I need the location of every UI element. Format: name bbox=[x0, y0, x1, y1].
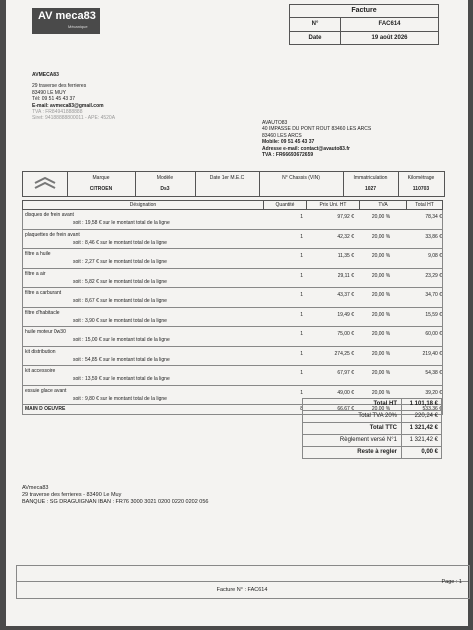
logo-title: AV meca83 bbox=[38, 10, 96, 22]
item-qty: 1 bbox=[300, 214, 303, 220]
labour-name: MAIN D OEUVRE bbox=[25, 406, 66, 412]
vehicle-col-km: Kilométrage 110703 bbox=[407, 175, 435, 192]
item-unit-price: 43,37 € bbox=[337, 292, 354, 298]
item-name: kit accessoire bbox=[25, 368, 56, 374]
item-tva: 20,00 % bbox=[371, 292, 391, 298]
seller-tel: Tél: 09 51 45 43 37 bbox=[32, 96, 76, 103]
item-subtotal-note: soit : 19,58 € sur le montant total de la ligne bbox=[73, 220, 170, 226]
item-subtotal-note: soit : 8,46 € sur le montant total de la ligne bbox=[73, 239, 167, 246]
item-name: filtre a huile bbox=[25, 251, 51, 257]
header-prix: Prix Uni. HT bbox=[307, 201, 360, 209]
item-total: 39,20 € bbox=[425, 389, 442, 396]
items-header bbox=[22, 200, 443, 210]
client-mobile: Mobile: 09 51 45 43 37 bbox=[262, 139, 315, 146]
vehicle-col-chassis: N° Chassis (VIN) bbox=[259, 172, 344, 196]
item-subtotal-note: soit : 3,90 € sur le montant total de la ligne bbox=[73, 317, 167, 324]
item-total: 219,40 € bbox=[422, 350, 442, 357]
footer-page-number: Page : 1 bbox=[441, 579, 462, 585]
item-name: kit distribution bbox=[25, 348, 56, 355]
vehicle-table bbox=[22, 171, 445, 197]
table-row bbox=[22, 269, 443, 289]
vehicle-col-immat: Immatriculation 1027 bbox=[343, 172, 399, 196]
items-table bbox=[22, 200, 443, 415]
logo-subtitle: Mécanique bbox=[68, 24, 88, 29]
item-total: 34,70 € bbox=[425, 292, 442, 298]
item-subtotal-note: soit : 5,82 € sur le montant total de la ligne bbox=[73, 278, 167, 285]
header-quantite: Quantité bbox=[264, 201, 307, 209]
item-tva: 20,00 % bbox=[371, 272, 391, 279]
footer-bar bbox=[16, 581, 468, 598]
header-designation: Désignation bbox=[23, 201, 264, 209]
item-name: filtre d'habitacle bbox=[25, 309, 60, 316]
invoice-paper bbox=[6, 0, 468, 626]
table-row bbox=[22, 366, 443, 386]
item-tva: 20,00 % bbox=[371, 233, 391, 240]
client-tva: TVA : FR66693672659 bbox=[262, 152, 314, 159]
item-subtotal-note: soit : 15,00 € sur le montant total de la ligne bbox=[73, 337, 170, 343]
item-unit-price: 67,97 € bbox=[337, 370, 354, 376]
item-total: 60,00 € bbox=[425, 331, 442, 337]
company-logo bbox=[32, 8, 100, 34]
item-tva: 20,00 % bbox=[371, 311, 391, 318]
item-unit-price: 49,00 € bbox=[337, 389, 354, 396]
client-address1: 40 IMPASSE DU PONT ROUT 83460 LES ARCS bbox=[262, 126, 372, 133]
item-tva: 20,00 % bbox=[371, 389, 391, 396]
item-qty: 1 bbox=[300, 389, 303, 396]
seller-tva: TVA : FR84941888888 bbox=[32, 109, 83, 116]
total-ttc-row: Total TTC 1 321,42 € bbox=[302, 423, 442, 435]
total-ht-row: Total HT 1 101,18 € bbox=[302, 398, 442, 411]
seller-email: E-mail: avmeca83@gmail.com bbox=[32, 102, 104, 109]
table-row bbox=[22, 249, 443, 269]
invoice-info-box bbox=[289, 4, 439, 45]
table-row bbox=[22, 230, 443, 250]
invoice-number: FAC614 bbox=[378, 21, 401, 27]
table-row bbox=[22, 210, 443, 230]
item-qty: 1 bbox=[300, 370, 303, 376]
footer-address: 29 traverse des ferrieres - 83490 Le Muy bbox=[22, 492, 122, 498]
totals-table bbox=[302, 398, 442, 459]
item-name: filtre a carburant bbox=[25, 290, 62, 296]
item-unit-price: 11,35 € bbox=[337, 253, 354, 259]
item-qty: 1 bbox=[300, 253, 303, 259]
seller-siret: Siret: 94188888800011 - APE: 4520A bbox=[32, 115, 116, 122]
seller-block bbox=[32, 72, 115, 122]
item-qty: 1 bbox=[300, 331, 303, 337]
remaining-row: Reste à regler 0,00 € bbox=[302, 447, 442, 459]
item-name: plaquettes de frein avant bbox=[25, 231, 80, 238]
footer-bank: BANQUE : SG DRAGUIGNAN IBAN : FR76 3000 3021 0200 0220 0202 056 bbox=[22, 499, 209, 505]
item-unit-price: 97,92 € bbox=[337, 214, 354, 220]
vehicle-col-marque: Marque CITROEN bbox=[67, 172, 136, 196]
client-block bbox=[262, 120, 371, 158]
table-row bbox=[22, 288, 443, 308]
invoice-date: 19 août 2026 bbox=[371, 35, 408, 41]
invoice-date-label: Date bbox=[290, 32, 341, 45]
item-total: 33,86 € bbox=[425, 233, 442, 240]
footer-page-ref: Facture N° : FAC614 bbox=[216, 587, 268, 593]
client-name: AVAUTO83 bbox=[262, 120, 288, 126]
invoice-box-header: Facture bbox=[290, 5, 438, 18]
vehicle-col-modele: Modèle Ds3 bbox=[135, 172, 196, 196]
client-address2: 83460 LES ARCS bbox=[262, 132, 302, 139]
footer-block bbox=[22, 485, 209, 506]
item-qty: 1 bbox=[300, 272, 303, 279]
item-tva: 20,00 % bbox=[371, 350, 391, 357]
item-name: huile moteur 0w30 bbox=[25, 329, 66, 335]
item-unit-price: 274,25 € bbox=[334, 350, 354, 357]
item-qty: 1 bbox=[300, 233, 303, 240]
item-subtotal-note: soit : 13,59 € sur le montant total de la ligne bbox=[73, 376, 170, 382]
item-unit-price: 19,49 € bbox=[337, 311, 354, 318]
header-tva: TVA bbox=[360, 201, 407, 209]
item-name: filtre a air bbox=[25, 270, 46, 277]
item-total: 54,38 € bbox=[425, 370, 442, 376]
item-subtotal-note: soit : 8,67 € sur le montant total de la ligne bbox=[73, 298, 167, 304]
labour-tva: 20,00 % bbox=[371, 406, 391, 412]
item-unit-price: 42,32 € bbox=[337, 233, 354, 240]
item-subtotal-note: soit : 2,27 € sur le montant total de la ligne bbox=[73, 259, 167, 265]
labour-total: 533,36 € bbox=[422, 406, 442, 412]
item-subtotal-note: soit : 9,80 € sur le montant total de la ligne bbox=[73, 395, 167, 402]
vehicle-col-date: Date 1er M.E.C bbox=[195, 172, 260, 196]
item-qty: 1 bbox=[300, 292, 303, 298]
table-row bbox=[22, 347, 443, 367]
payment-row: Règlement versé N°1 1 321,42 € bbox=[302, 435, 442, 447]
item-total: 78,34 € bbox=[425, 214, 442, 220]
labour-pu: 66,67 € bbox=[337, 406, 354, 412]
item-tva: 20,00 % bbox=[371, 214, 391, 220]
item-qty: 1 bbox=[300, 350, 303, 357]
seller-address2: 83490 LE MUY bbox=[32, 89, 66, 96]
item-unit-price: 75,00 € bbox=[337, 331, 354, 337]
header-total: Total HT bbox=[415, 202, 434, 208]
labour-qty: 8 bbox=[300, 406, 303, 412]
item-tva: 20,00 % bbox=[371, 331, 391, 337]
item-qty: 1 bbox=[300, 311, 303, 318]
item-subtotal-note: soit : 54,85 € sur le montant total de la ligne bbox=[73, 356, 170, 363]
item-tva: 20,00 % bbox=[371, 253, 391, 259]
seller-address1: 29 traverse des ferrieres bbox=[32, 83, 87, 90]
item-name: essuie glace avant bbox=[25, 387, 67, 394]
citroen-logo-icon bbox=[23, 172, 68, 196]
item-total: 23,29 € bbox=[425, 272, 442, 279]
invoice-number-label: N° bbox=[290, 18, 341, 31]
item-tva: 20,00 % bbox=[371, 370, 391, 376]
table-row bbox=[22, 327, 443, 347]
item-name: disques de frein avant bbox=[25, 212, 74, 218]
item-total: 9,08 € bbox=[428, 253, 442, 259]
seller-name: AVMECA83 bbox=[32, 72, 59, 78]
table-row bbox=[22, 308, 443, 328]
client-email: Adresse e-mail: contact@avauto83.fr bbox=[262, 145, 350, 152]
total-tva-row: Total TVA 20% 220,24 € bbox=[302, 411, 442, 423]
footer-name: AVmeca83 bbox=[22, 485, 49, 491]
item-unit-price: 29,11 € bbox=[337, 272, 354, 279]
item-total: 15,59 € bbox=[425, 311, 442, 318]
